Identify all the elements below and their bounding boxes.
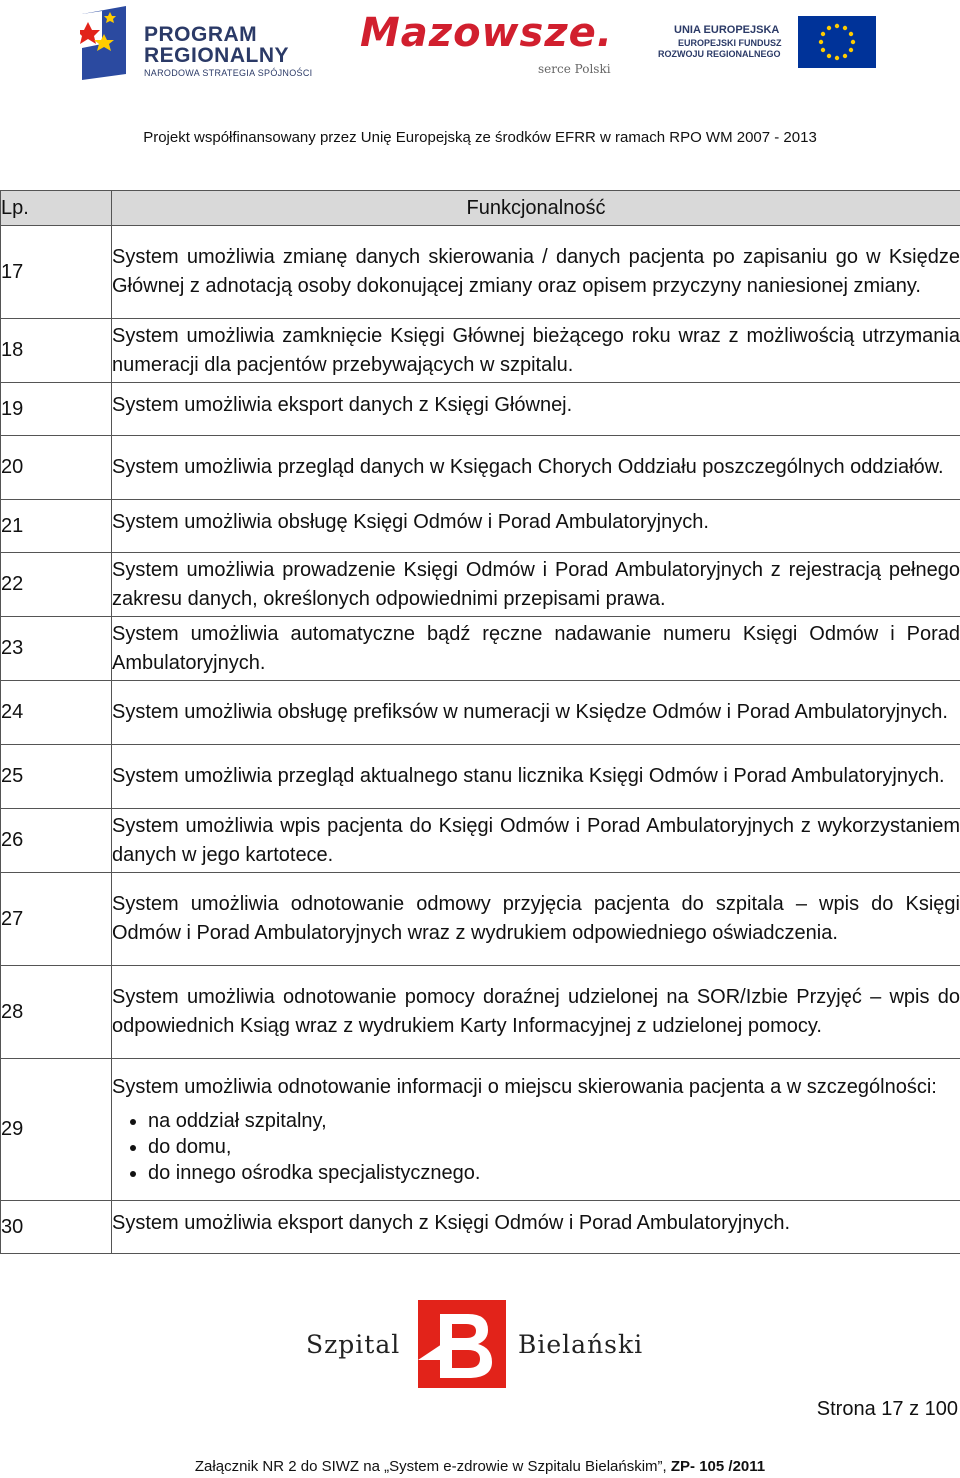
row-number: 28 (1, 966, 112, 1059)
row-number: 29 (1, 1059, 112, 1201)
row-number: 26 (1, 809, 112, 873)
row-text (112, 383, 960, 436)
row-number: 21 (1, 500, 112, 553)
program-logo-line1: PROGRAM (144, 23, 258, 46)
row-text (112, 436, 960, 500)
row-text (112, 1201, 960, 1254)
row-text-content: System umożliwia wpis pacjenta do Księgi Odmów i Porad Ambulatoryjnych z wykorzystaniem danych w jego kartotece. (112, 814, 960, 866)
table-row (1, 1201, 960, 1254)
row-text-content: System umożliwia odnotowanie odmowy przyjęcia pacjenta do szpitala – wpis do Księgi Odmów i Porad Ambulatoryjnych wraz z wydrukiem odpowiedniego oświadczenia. (112, 893, 960, 944)
mazowsze-logo (360, 10, 620, 80)
table-row (1, 226, 960, 319)
table-row (1, 745, 960, 809)
mazowsze-logo-word: Mazowsze. (360, 10, 613, 56)
eu-logo-line3: ROZWOJU REGIONALNEGO (658, 49, 781, 59)
row-text (112, 1059, 960, 1201)
table-row (1, 1059, 960, 1201)
row-text (112, 681, 960, 745)
row-text-content: System umożliwia obsługę Księgi Odmów i Porad Ambulatoryjnych. (112, 511, 709, 533)
row-text (112, 873, 960, 966)
column-header-lp: Lp. (1, 191, 112, 226)
footer-note (0, 1458, 960, 1475)
table-row (1, 319, 960, 383)
list-item: • na oddział szpitalny, (148, 1108, 960, 1134)
row-text-content: System umożliwia obsługę prefiksów w numeracji w Księdze Odmów i Porad Ambulatoryjnych. (112, 701, 948, 723)
table-row (1, 500, 960, 553)
table-row (1, 553, 960, 617)
table-row (1, 873, 960, 966)
row-text-content: System umożliwia automatyczne bądź ręczne nadawanie numeru Księgi Odmów i Porad Ambulatoryjnych. (112, 622, 960, 674)
eu-flag-icon (798, 16, 876, 68)
row-text-content: System umożliwia eksport danych z Księgi Odmów i Porad Ambulatoryjnych. (112, 1212, 791, 1234)
row-text-content: System umożliwia odnotowanie pomocy doraźnej udzielonej na SOR/Izbie Przyjęć – wpis do odpowiednich Ksiąg wraz z wydrukiem Karty Informacyjnej z udzielonej pomocy. (112, 986, 960, 1037)
row-text-content: System umożliwia zamknięcie Księgi Głównej bieżącego roku wraz z możliwością utrzymania numeracji dla pacjentów przebywających w szpitalu. (112, 324, 960, 376)
row-text (112, 226, 960, 319)
eu-logo (656, 14, 878, 70)
cofinancing-note: Projekt współfinansowany przez Unię Europejską ze środków EFRR w ramach RPO WM 2007 - 2013 (143, 129, 817, 146)
table-row (1, 617, 960, 681)
row-number: 17 (1, 226, 112, 319)
program-logo-line2: REGIONALNY (144, 44, 290, 67)
table-row (1, 436, 960, 500)
program-flag-icon (80, 4, 128, 82)
row-text-content: System umożliwia przegląd aktualnego stanu licznika Księgi Odmów i Porad Ambulatoryjnych. (112, 765, 945, 787)
row-text (112, 809, 960, 873)
footer-note-text: Załącznik NR 2 do SIWZ na „System e-zdrowie w Szpitalu Bielańskim”, (194, 1458, 671, 1475)
row-number: 19 (1, 383, 112, 436)
table-row (1, 681, 960, 745)
mazowsze-logo-subtitle: serce Polski (538, 62, 611, 76)
row-text-content: System umożliwia zmianę danych skierowania / danych pacjenta po zapisaniu go w Księdze Głównej z adnotacją osoby dokonującej zmiany oraz opisem przyczyny naniesionej zmiany. (112, 246, 960, 297)
row-number: 23 (1, 617, 112, 681)
table-row (1, 383, 960, 436)
program-logo-line3: NARODOWA STRATEGIA SPÓJNOŚCI (144, 68, 313, 78)
row-text (112, 553, 960, 617)
row-text-content: System umożliwia odnotowanie informacji o miejscu skierowania pacjenta a w szczególności: (112, 1076, 937, 1098)
table-header-row (1, 191, 960, 226)
hospital-logo-left: Szpital (306, 1330, 401, 1359)
eu-logo-line2: EUROPEJSKI FUNDUSZ (678, 38, 782, 48)
footer-note-code: ZP- 105 /2011 (670, 1458, 766, 1475)
table-row (1, 966, 960, 1059)
list-item: • do domu, (148, 1134, 960, 1160)
row-text (112, 500, 960, 553)
list-item: • do innego ośrodka specjalistycznego. (148, 1160, 960, 1186)
row-text (112, 319, 960, 383)
row-text (112, 966, 960, 1059)
row-number: 18 (1, 319, 112, 383)
functionality-table (0, 190, 960, 1254)
header-logos (0, 0, 960, 100)
row-number: 24 (1, 681, 112, 745)
column-header-function: Funkcjonalność (112, 191, 960, 226)
row-number: 22 (1, 553, 112, 617)
eu-logo-line1: UNIA EUROPEJSKA (674, 24, 780, 36)
row-text (112, 617, 960, 681)
row-text (112, 745, 960, 809)
row-text-content: System umożliwia przegląd danych w Księgach Chorych Oddziału poszczególnych oddziałów. (112, 456, 944, 478)
page-number: Strona 17 z 100 (816, 1398, 958, 1420)
row-number: 30 (1, 1201, 112, 1254)
row-text-content: System umożliwia eksport danych z Księgi Głównej. (112, 394, 573, 416)
row-number: 20 (1, 436, 112, 500)
table-row (1, 809, 960, 873)
destination-list (112, 1108, 960, 1186)
row-number: 27 (1, 873, 112, 966)
program-regionalny-logo (80, 4, 330, 84)
row-number: 25 (1, 745, 112, 809)
hospital-b-mark-icon (418, 1300, 506, 1388)
row-text-content: System umożliwia prowadzenie Księgi Odmów i Porad Ambulatoryjnych z rejestracją pełnego zakresu danych, określonych odpowiednimi przepisami prawa. (112, 558, 960, 610)
szpital-bielanski-logo (300, 1300, 660, 1392)
hospital-logo-right: Bielański (518, 1330, 644, 1359)
